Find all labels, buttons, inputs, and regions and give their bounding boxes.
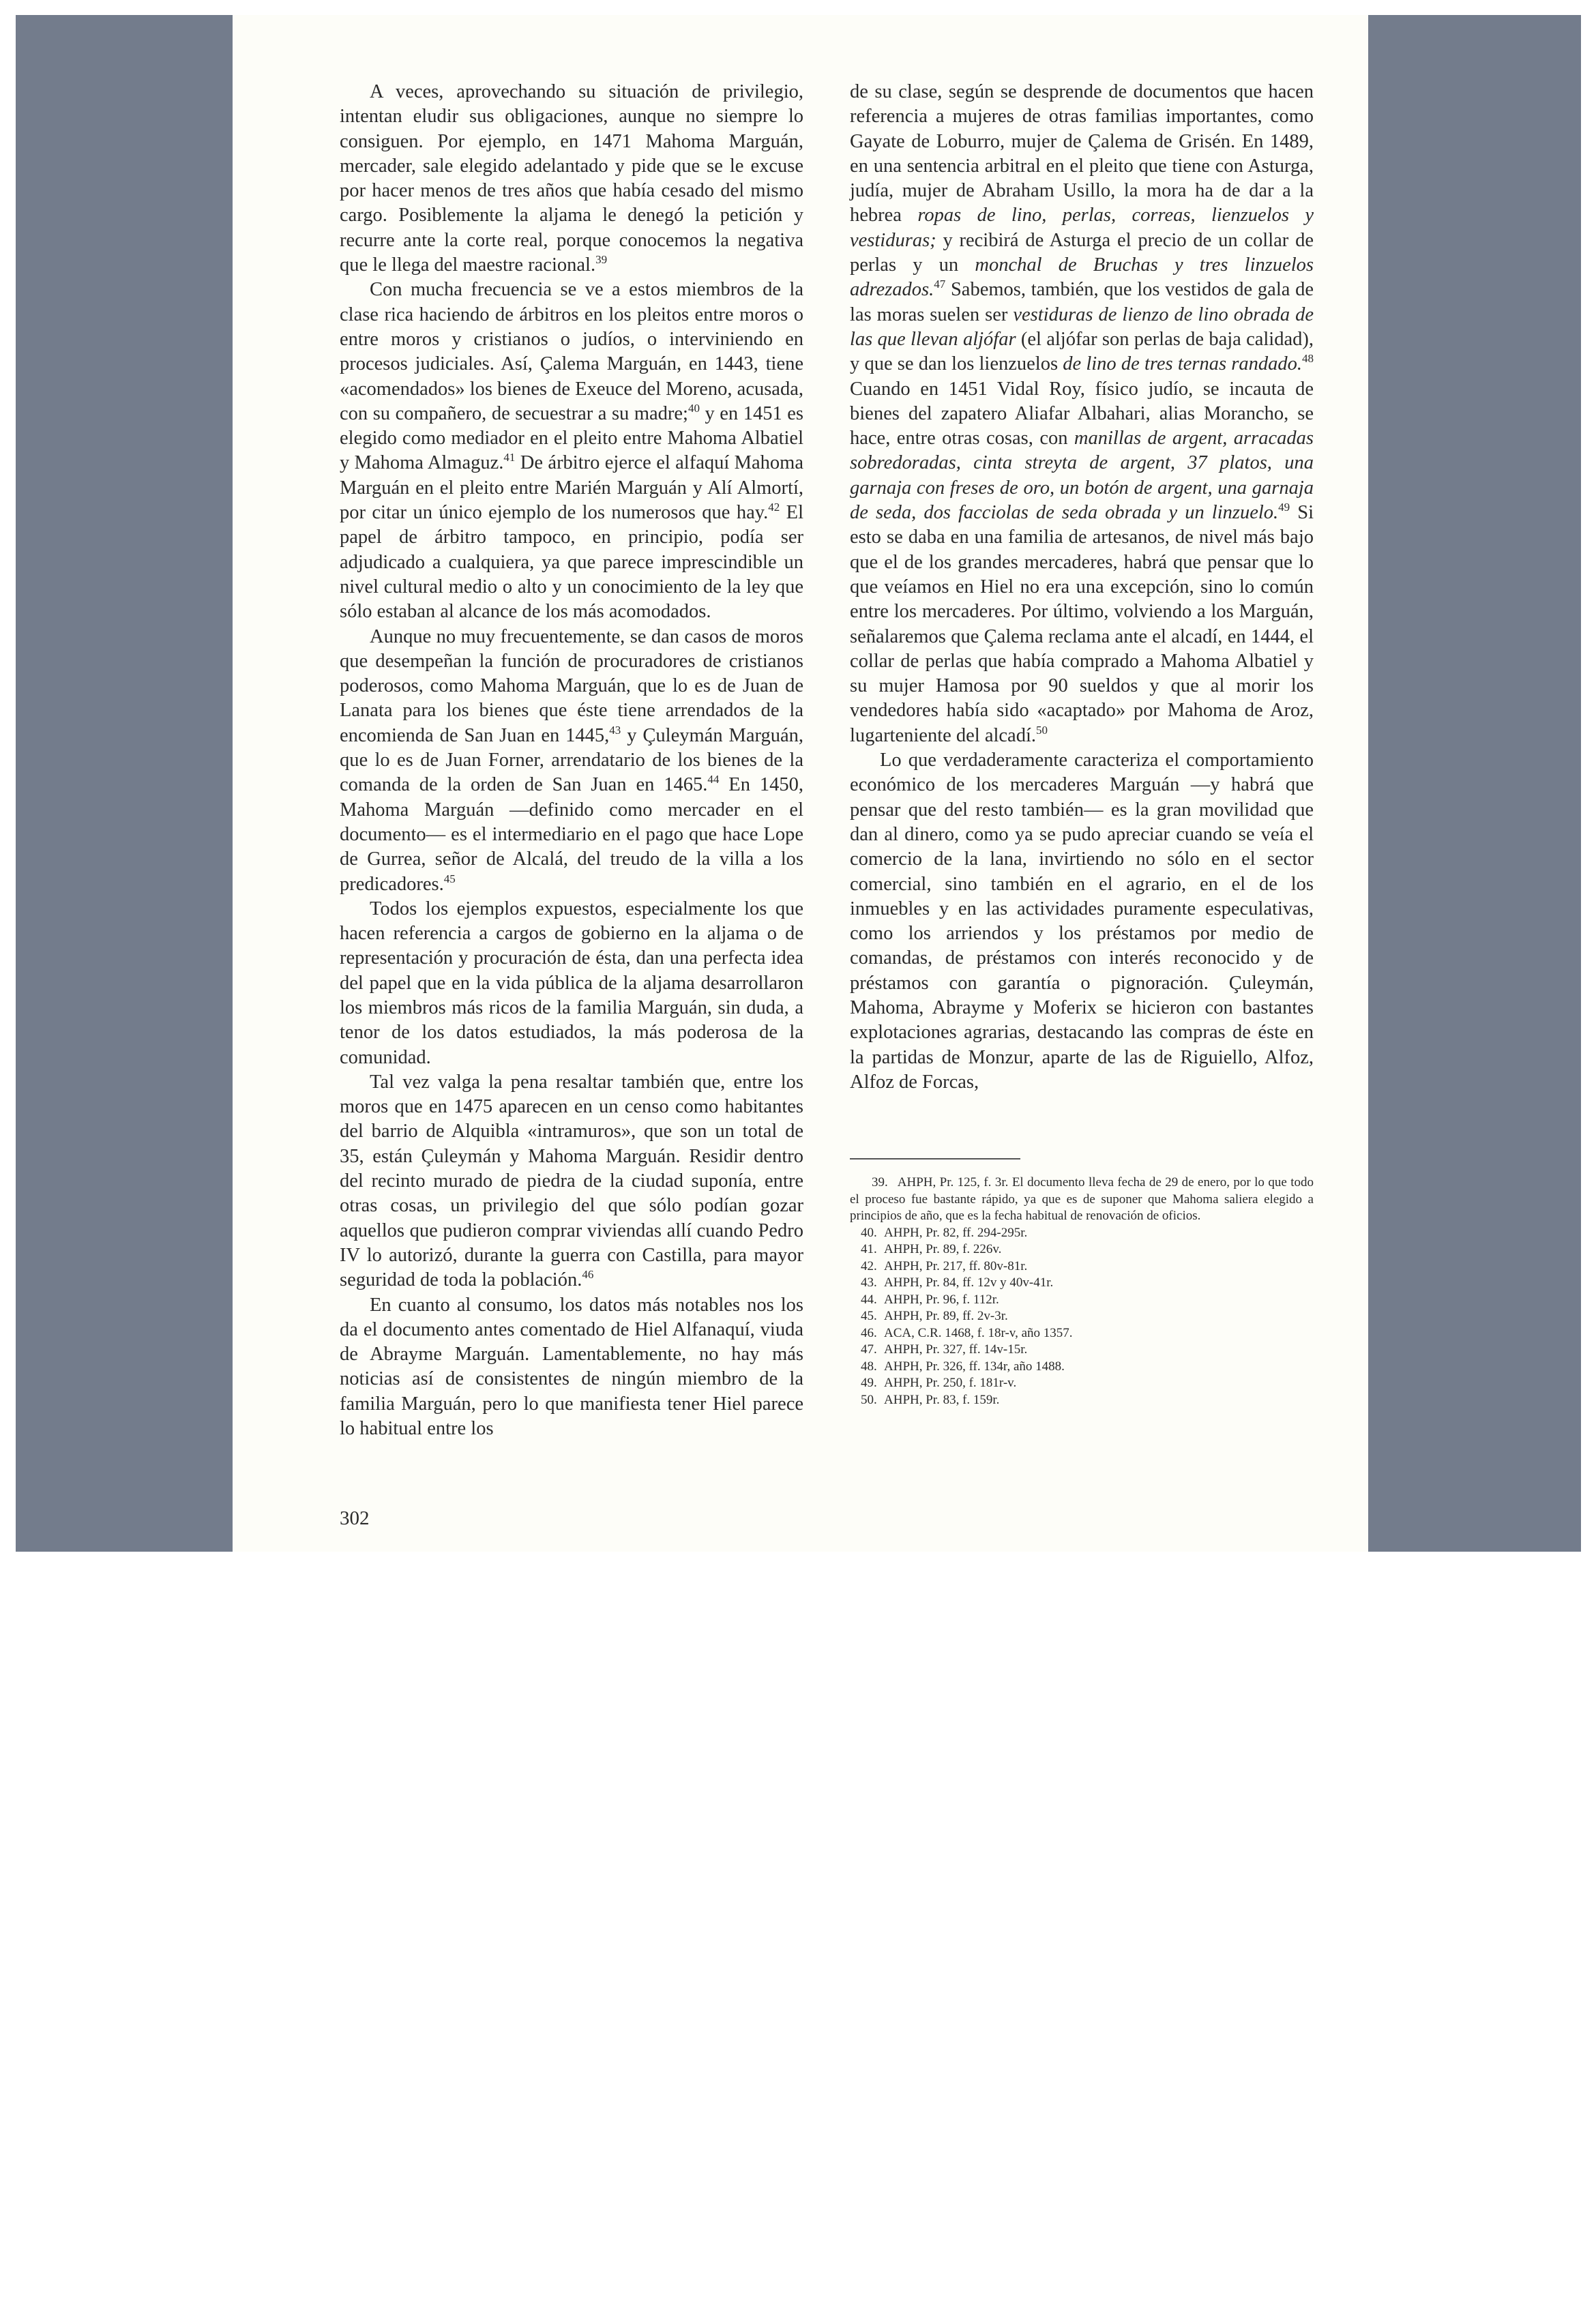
footnote-number: 48. <box>861 1359 877 1374</box>
footnotes <box>850 1175 1314 1408</box>
book-page <box>233 15 1368 1552</box>
paragraph <box>340 278 803 624</box>
footnote <box>850 1225 1314 1242</box>
footnote-ref: 44 <box>707 773 720 786</box>
text-run: Sabemos, también, que los vestidos de gala de las moras suelen ser <box>850 279 1314 325</box>
footnote-ref: 49 <box>1278 501 1290 514</box>
footnote-text: AHPH, Pr. 125, f. 3r. El documento lleva fecha de 29 de enero, por lo que todo el proceso fue bastante rápido, ya que es de suponer que Mahoma saliera elegido a principios de año, que es la fecha habitual de renovación de oficios. <box>850 1175 1314 1223</box>
footnote-ref: 48 <box>1302 352 1314 366</box>
paragraph <box>340 1293 803 1442</box>
text-run: y en 1451 es elegido como mediador en el pleito entre Mahoma Albatiel y Mahoma Almaguz. <box>340 402 804 474</box>
text-run: Lo que verdaderamente caracteriza el comportamiento económico de los mercaderes Marguán —y habrá que pensar que del resto también— es la gran movilidad que dan al dinero, como ya se pudo apreciar cuando se veía el comercio de la lana, invirtiendo no sólo en el sector comercial, sino también en el agrario, en el de los inmuebles y en las actividades puramente especulativas, como los arriendos y los préstamos por medio de comandas, de préstamos con interés reconocido y de préstamos con garantía o pignoración. Çuleymán, Mahoma, Abrayme y Moferix se hicieron con bastantes explotaciones agrarias, destacando las compras de éste en la partidas de Monzur, aparte de las de Riguiello, Alfoz, Alfoz de Forcas, <box>850 750 1314 1093</box>
footnote <box>850 1342 1314 1359</box>
footnote-text: AHPH, Pr. 82, ff. 294-295r. <box>884 1225 1028 1240</box>
footnote-text: ACA, C.R. 1468, f. 18r-v, año 1357. <box>884 1325 1073 1340</box>
footnote <box>850 1275 1314 1292</box>
scanned-sheet <box>16 15 1581 1552</box>
footnote-number: 50. <box>861 1392 877 1407</box>
paragraph <box>340 625 803 897</box>
text-run: Si esto se daba en una familia de artesanos, de nivel más bajo que el de los grandes mercaderes, habrá que pensar que lo que veíamos en Hiel no era una excepción, sino lo común entre los mercaderes. Por último, volviendo a los Marguán, señalaremos que Çalema reclama ante el alcadí, en 1444, el collar de perlas que había comprado a Mahoma Albatiel y su mujer Hamosa por 90 sueldos y que al morir los vendedores había sido «acaptado» por Mahoma de Aroz, lugarteniente del alcadí. <box>850 502 1314 746</box>
paragraph <box>340 897 803 1070</box>
footnote-ref: 46 <box>582 1268 594 1282</box>
footnote-text: AHPH, Pr. 89, ff. 2v-3r. <box>884 1309 1008 1323</box>
footnote-ref: 39 <box>595 253 608 267</box>
footnote-text: AHPH, Pr. 217, ff. 80v-81r. <box>884 1258 1028 1273</box>
italic-text: de lino de tres ternas randado. <box>1063 353 1302 375</box>
footnote-text: AHPH, Pr. 96, f. 112r. <box>884 1292 999 1307</box>
text-run: A veces, aprovechando su situación de privilegio, intentan eludir sus obligaciones, aunque no siempre lo consiguen. Por ejemplo, en 1471 Mahoma Marguán, mercader, sale elegido adelantado y pide que se le excuse por hacer menos de tres años que había cesado del mismo cargo. Posiblemente la aljama le denegó la petición y recurre ante la corte real, porque conocemos la negativa que le llega del maestre racional. <box>340 81 803 276</box>
text-run: De árbitro ejerce el alfaquí Mahoma Marguán en el pleito entre Marién Marguán y Alí Almortí, por citar un único ejemplo de los numerosos que hay. <box>340 452 803 524</box>
paragraph <box>340 80 803 278</box>
footnote <box>850 1375 1314 1392</box>
footnote-text: AHPH, Pr. 326, ff. 134r, año 1488. <box>884 1359 1065 1374</box>
text-run: y Çuleymán Marguán, que lo es de Juan Forner, arrendatario de los bienes de la comanda de la orden de San Juan en 1465. <box>340 724 803 796</box>
footnote-separator <box>850 1158 1020 1160</box>
paragraph <box>850 80 1314 748</box>
footnote-text: AHPH, Pr. 89, f. 226v. <box>884 1242 1002 1256</box>
text-run: Todos los ejemplos expuestos, especialmente los que hacen referencia a cargos de gobierno en la aljama o de representación y procuración de ésta, dan una perfecta idea del papel que en la vida pública de la aljama desarrollaron los miembros más ricos de la familia Marguán, sin duda, a tenor de los datos estudiados, la más poderosa de la comunidad. <box>340 898 803 1068</box>
text-run: En cuanto al consumo, los datos más notables nos los da el documento antes comentado de Hiel Alfanaquí, viuda de Abrayme Marguán. Lamentablemente, no hay más noticias así de consistentes de ningún miembro de la familia Marguán, pero lo que manifiesta tener Hiel parece lo habitual entre los <box>340 1294 803 1440</box>
footnote-ref: 42 <box>768 501 780 514</box>
text-run: (el aljófar son perlas de baja calidad), y que se dan los lienzuelos <box>850 328 1314 375</box>
footnote-text: AHPH, Pr. 83, f. 159r. <box>884 1392 1000 1407</box>
text-run: En 1450, Mahoma Marguán —definido como mercader en el documento— es el intermediario en el pago que hace Lope de Gurrea, señor de Alcalá, del treudo de la villa a los predicadores. <box>340 774 803 895</box>
text-run: Tal vez valga la pena resaltar también que, entre los moros que en 1475 aparecen en un censo como habitantes del barrio de Alquibla «intramuros», que son un total de 35, están Çuleymán y Mahoma Marguán. Residir dentro del recinto murado de piedra de la ciudad suponía, entre otras cosas, un privilegio del que sólo podían gozar aquellos que pudieron comprar viviendas allí cuando Pedro IV lo autorizó, durante la guerra con Castilla, para mayor seguridad de toda la población. <box>340 1071 803 1291</box>
footnote-ref: 50 <box>1036 723 1048 737</box>
paragraph <box>340 1070 803 1293</box>
footnote-ref: 47 <box>934 278 946 291</box>
footnote <box>850 1292 1314 1309</box>
left-text-column <box>340 80 803 1441</box>
footnote <box>850 1325 1314 1342</box>
footnote <box>850 1308 1314 1325</box>
text-run: El papel de árbitro tampoco, en principio, podía ser adjudicado a cualquiera, ya que parece imprescindible un nivel cultural medio o alto y un conocimiento de la ley que sólo estaban al alcance de los más acomodados. <box>340 502 803 623</box>
footnote <box>850 1392 1314 1409</box>
footnote-number: 47. <box>861 1342 877 1357</box>
footnote-number: 45. <box>861 1309 877 1323</box>
footnote-ref: 41 <box>503 451 516 464</box>
italic-text: vestiduras de lienzo de lino obrada de las que llevan aljófar <box>850 304 1314 350</box>
footnote-number: 41. <box>861 1242 877 1256</box>
text-run: de su clase, según se desprende de documentos que hacen referencia a mujeres de otras familias importantes, como Gayate de Loburro, mujer de Çalema de Grisén. En 1489, en una sentencia arbitral en el pleito que tiene con Asturga, judía, mujer de Abraham Usillo, la mora ha de dar a la hebrea <box>850 81 1314 226</box>
italic-text: monchal de Bruchas y tres linzuelos adrezados. <box>850 254 1314 301</box>
footnote-number: 49. <box>861 1376 877 1390</box>
footnote-number: 44. <box>861 1292 877 1307</box>
right-text-column <box>850 80 1314 1095</box>
footnote-number: 42. <box>861 1258 877 1273</box>
footnote-number: 39. <box>872 1175 888 1190</box>
footnote-ref: 40 <box>688 401 700 415</box>
text-run: Con mucha frecuencia se ve a estos miembros de la clase rica haciendo de árbitros en los pleitos entre moros o entre moros y cristianos o judíos, o interviniendo en procesos judiciales. Así, Çalema Marguán, en 1443, tiene «acomendados» los bienes de Exeuce del Moreno, acusada, con su compañero, de secuestrar a su madre; <box>340 279 803 424</box>
footnote-number: 43. <box>861 1275 877 1290</box>
paragraph <box>850 748 1314 1095</box>
text-run: y recibirá de Asturga el precio de un collar de perlas y un <box>850 229 1314 276</box>
footnote <box>850 1175 1314 1225</box>
footnote <box>850 1241 1314 1258</box>
footnote-text: AHPH, Pr. 250, f. 181r-v. <box>884 1376 1017 1390</box>
footnote <box>850 1258 1314 1275</box>
footnote-text: AHPH, Pr. 84, ff. 12v y 40v-41r. <box>884 1275 1054 1290</box>
footnote-ref: 43 <box>609 723 621 737</box>
footnote-text: AHPH, Pr. 327, ff. 14v-15r. <box>884 1342 1028 1357</box>
italic-text: ropas de lino, perlas, correas, lienzuelos y vestiduras; <box>850 205 1314 251</box>
footnote-number: 46. <box>861 1325 877 1340</box>
text-run: Cuando en 1451 Vidal Roy, físico judío, se incauta de bienes del zapatero Aliafar Albahari, alias Morancho, se hace, entre otras cosas, con <box>850 378 1314 449</box>
italic-text: manillas de argent, arracadas sobredoradas, cinta streyta de argent, 37 platos, una garnaja con freses de oro, un botón de argent, una garnaja de seda, dos facciolas de seda obrada y un linzuelo. <box>850 428 1314 524</box>
page-number: 302 <box>340 1507 370 1529</box>
footnote-number: 40. <box>861 1225 877 1240</box>
footnote-ref: 45 <box>443 872 456 885</box>
text-run: Aunque no muy frecuentemente, se dan casos de moros que desempeñan la función de procuradores de cristianos poderosos, como Mahoma Marguán, que lo es de Juan de Lanata para los bienes que éste tiene arrendados de la encomienda de San Juan en 1445, <box>340 625 803 746</box>
footnote <box>850 1359 1314 1376</box>
